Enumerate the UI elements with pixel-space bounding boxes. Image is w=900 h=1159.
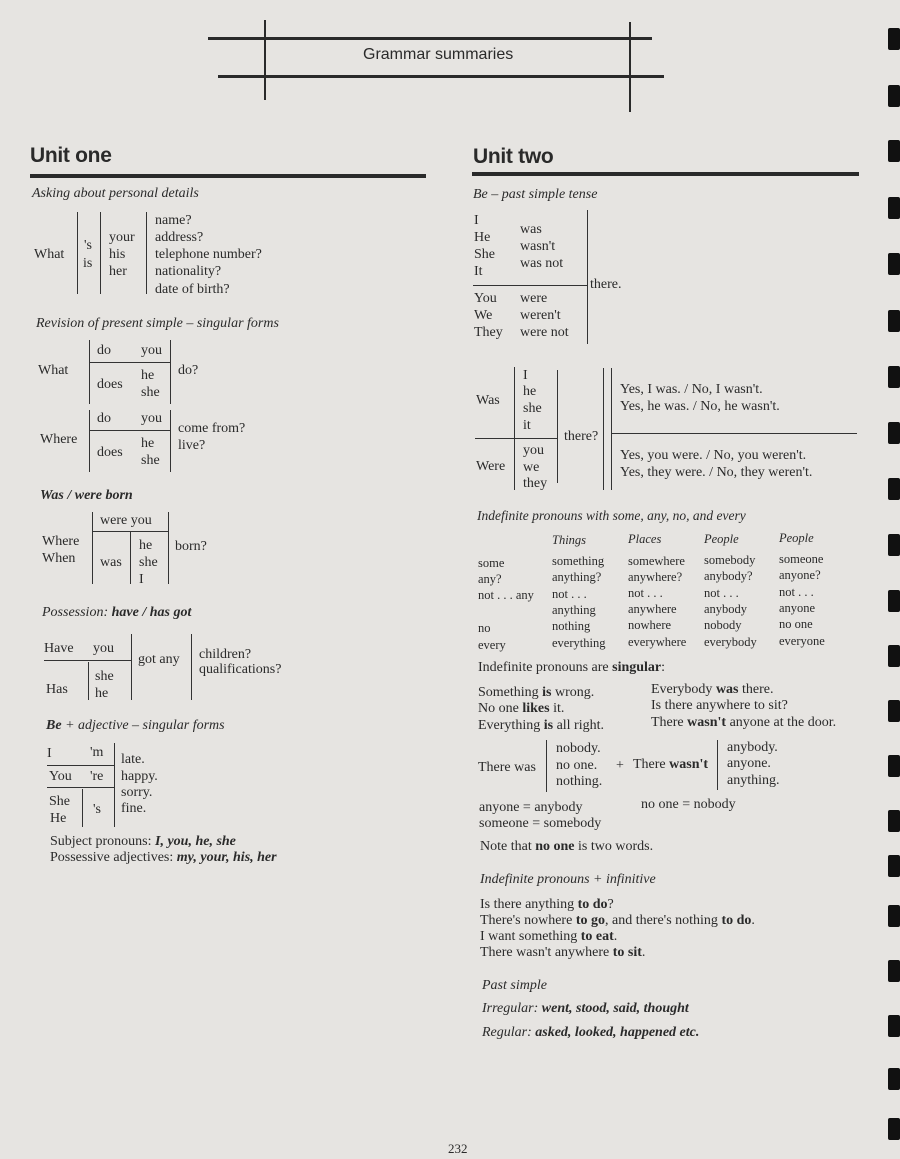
- row-every: every: [478, 638, 506, 652]
- q-ans-4: Yes, they were. / No, they weren't.: [620, 465, 813, 480]
- q-you: you: [523, 443, 544, 458]
- past-simple-title: Past simple: [482, 978, 547, 993]
- q-ans-3: Yes, you were. / No, you weren't.: [620, 448, 807, 463]
- present-come-from: come from?: [178, 421, 246, 436]
- tw-anyone: anyone.: [727, 756, 771, 771]
- present-she: she: [141, 385, 160, 400]
- born-he: he: [139, 538, 153, 553]
- beadj-happy: happy.: [121, 769, 158, 784]
- personal-details-title: Asking about personal details: [32, 186, 199, 201]
- tw-no-one: no one.: [556, 758, 598, 773]
- row-not-any: not . . . any: [478, 588, 534, 602]
- inf-2: There's nowhere to go, and there's nothing to do.: [480, 913, 755, 928]
- possession-title: Possession: have / has got: [42, 605, 192, 620]
- note-no-one: Note that no one is two words.: [480, 839, 654, 854]
- subject-pronouns: Subject pronouns: I, you, he, she: [50, 834, 236, 849]
- item-nationality: nationality?: [155, 264, 222, 279]
- present-do-2: do: [97, 411, 111, 426]
- tw-nobody: nobody.: [556, 741, 601, 756]
- singular-note: Indefinite pronouns are singular:: [478, 660, 666, 675]
- beadj-late: late.: [121, 752, 145, 767]
- be-past-title: Be – past simple tense: [473, 187, 598, 202]
- page-title: Grammar summaries: [363, 46, 514, 63]
- tw-nothing: nothing.: [556, 774, 603, 789]
- present-you: you: [141, 343, 162, 358]
- past-we: We: [474, 308, 493, 323]
- item-address: address?: [155, 230, 204, 245]
- past-she: She: [474, 247, 495, 262]
- row-any: any?: [478, 572, 502, 586]
- indef-title: Indefinite pronouns with some, any, no, and every: [477, 508, 746, 523]
- q-ans-2: Yes, he was. / No, he wasn't.: [620, 399, 780, 414]
- past-wasnt: wasn't: [520, 239, 556, 254]
- cell: anything: [552, 603, 596, 617]
- poss-has: Has: [46, 682, 68, 697]
- poss-you: you: [93, 641, 114, 656]
- beadj-s: 's: [93, 802, 101, 817]
- beadj-m: 'm: [90, 745, 104, 760]
- cell: everyone: [779, 634, 825, 648]
- born-were-you: were you: [100, 513, 152, 528]
- born-when: When: [42, 551, 76, 566]
- born-i: I: [139, 572, 144, 587]
- tw-plus: +: [616, 758, 624, 773]
- q-ans-1: Yes, I was. / No, I wasn't.: [620, 382, 763, 397]
- cell: nothing: [552, 619, 591, 633]
- col-people-2: People: [779, 531, 814, 545]
- cell: anywhere?: [628, 570, 683, 584]
- eq-no-one: no one = nobody: [641, 797, 736, 812]
- cell: anybody?: [704, 569, 753, 583]
- past-were-not: were not: [520, 325, 569, 340]
- present-does: does: [97, 377, 123, 392]
- born-end: born?: [175, 539, 207, 554]
- cell: not . . .: [628, 586, 663, 600]
- present-end-do: do?: [178, 363, 199, 378]
- there-wasnt: There wasn't: [633, 757, 709, 772]
- past-was-not: was not: [520, 256, 564, 271]
- cell: everywhere: [628, 635, 687, 649]
- poss-your: your: [109, 230, 135, 245]
- eq-anyone: anyone = anybody: [479, 800, 583, 815]
- q-she: she: [523, 401, 542, 416]
- cell: nobody: [704, 618, 742, 632]
- col-places: Places: [628, 532, 662, 546]
- verb-is: is: [83, 256, 93, 271]
- present-she-2: she: [141, 453, 160, 468]
- col-things: Things: [552, 533, 587, 547]
- cell: anywhere: [628, 602, 677, 616]
- item-name: name?: [155, 213, 192, 228]
- infinitive-title: Indefinite pronouns + infinitive: [480, 872, 656, 887]
- poss-qualifications: qualifications?: [199, 662, 282, 677]
- inf-4: There wasn't anywhere to sit.: [480, 945, 646, 960]
- beadj-fine: fine.: [121, 801, 147, 816]
- beadj-re: 're: [90, 769, 104, 784]
- be-adj-title: Be + adjective – singular forms: [46, 718, 225, 733]
- poss-children: children?: [199, 647, 252, 662]
- col-people-1: People: [704, 532, 739, 546]
- present-where: Where: [40, 432, 78, 447]
- past-it: It: [474, 264, 483, 279]
- present-he: he: [141, 368, 155, 383]
- irregular-verbs: Irregular: went, stood, said, thought: [482, 1001, 689, 1016]
- beadj-i: I: [47, 746, 52, 761]
- cell: no one: [779, 617, 813, 631]
- ex-everything: Everything is all right.: [478, 718, 604, 733]
- present-live: live?: [178, 438, 206, 453]
- q-there: there?: [564, 429, 599, 444]
- present-he-2: he: [141, 436, 155, 451]
- there-was: There was: [478, 760, 536, 775]
- regular-verbs: Regular: asked, looked, happened etc.: [482, 1025, 700, 1040]
- ex-wasnt-anyone: There wasn't anyone at the door.: [651, 715, 837, 730]
- inf-3: I want something to eat.: [480, 929, 618, 944]
- beadj-sorry: sorry.: [121, 785, 153, 800]
- past-i: I: [474, 213, 479, 228]
- cell: nowhere: [628, 618, 672, 632]
- present-does-2: does: [97, 445, 123, 460]
- present-simple-title: Revision of present simple – singular forms: [36, 316, 279, 331]
- born-title: Was / were born: [40, 488, 133, 503]
- beadj-she: She: [49, 794, 70, 809]
- poss-he: he: [95, 686, 109, 701]
- cell: someone: [779, 552, 824, 566]
- cell: not . . .: [704, 586, 739, 600]
- cell: anybody: [704, 602, 748, 616]
- ex-anywhere: Is there anywhere to sit?: [651, 698, 788, 713]
- q-was: Was: [476, 393, 500, 408]
- present-you-2: you: [141, 411, 162, 426]
- born-she: she: [139, 555, 158, 570]
- ex-everybody: Everybody was there.: [651, 682, 774, 697]
- cell: anything?: [552, 570, 602, 584]
- born-was: was: [100, 555, 122, 570]
- cell: somebody: [704, 553, 756, 567]
- past-there: there.: [590, 277, 622, 292]
- present-do: do: [97, 343, 111, 358]
- eq-someone: someone = somebody: [479, 816, 602, 831]
- cell: anyone?: [779, 568, 821, 582]
- poss-have: Have: [44, 641, 74, 656]
- row-some: some: [478, 556, 505, 570]
- past-werent: weren't: [520, 308, 561, 323]
- past-you: You: [474, 291, 497, 306]
- past-they: They: [474, 325, 503, 340]
- tw-anything: anything.: [727, 773, 780, 788]
- ex-no-one: No one likes it.: [478, 701, 565, 716]
- present-what: What: [38, 363, 69, 378]
- past-he: He: [474, 230, 491, 245]
- tw-anybody: anybody.: [727, 740, 778, 755]
- q-it: it: [523, 418, 531, 433]
- cell: not . . .: [552, 587, 587, 601]
- q-he: he: [523, 384, 537, 399]
- poss-she: she: [95, 669, 114, 684]
- cell: something: [552, 554, 605, 568]
- page-number: 232: [448, 1141, 468, 1156]
- past-were: were: [520, 291, 548, 306]
- cell: somewhere: [628, 554, 685, 568]
- q-were: Were: [476, 459, 506, 474]
- born-where: Where: [42, 534, 80, 549]
- item-dob: date of birth?: [155, 282, 230, 297]
- cell: everything: [552, 636, 606, 650]
- item-telephone: telephone number?: [155, 247, 262, 262]
- possessive-adjectives: Possessive adjectives: my, your, his, her: [50, 850, 277, 865]
- verb-s: 's: [84, 238, 92, 253]
- q-we: we: [523, 460, 540, 475]
- what-word: What: [34, 247, 65, 262]
- q-they: they: [523, 476, 548, 491]
- beadj-he: He: [50, 811, 67, 826]
- cell: everybody: [704, 635, 757, 649]
- poss-got-any: got any: [138, 652, 180, 667]
- unit-two-heading: Unit two: [473, 145, 554, 168]
- cell: anyone: [779, 601, 816, 615]
- unit-one-heading: Unit one: [30, 144, 112, 167]
- beadj-you: You: [49, 769, 72, 784]
- poss-her: her: [109, 264, 127, 279]
- past-was: was: [520, 222, 542, 237]
- ex-something: Something is wrong.: [478, 685, 595, 700]
- q-i: I: [523, 368, 528, 383]
- row-no: no: [478, 621, 491, 635]
- cell: not . . .: [779, 585, 814, 599]
- poss-his: his: [109, 247, 126, 262]
- inf-1: Is there anything to do?: [480, 897, 614, 912]
